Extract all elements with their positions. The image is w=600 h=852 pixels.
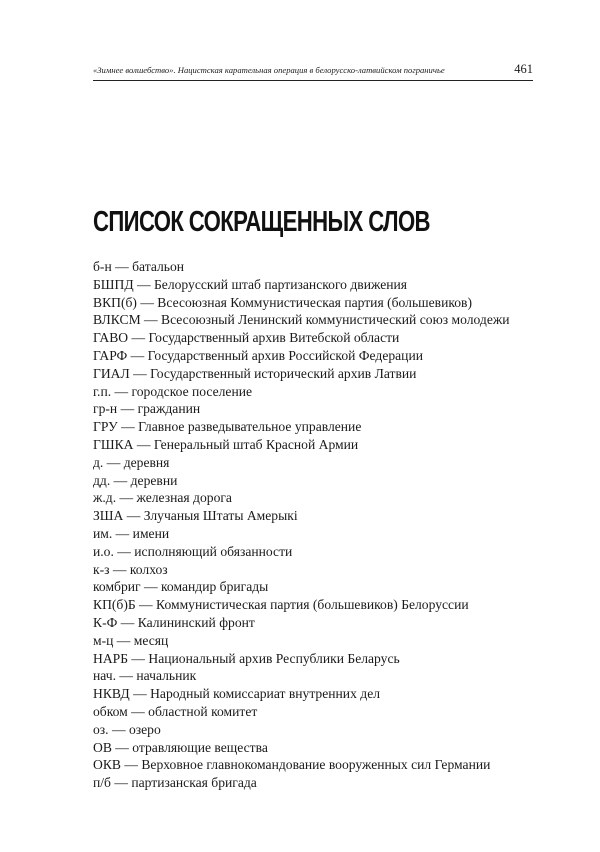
abbreviation-entry: ЗША — Злучаныя Штаты Амерыкі	[93, 508, 298, 524]
abbreviation-entry: ВКП(б) — Всесоюзная Коммунистическая партия (большевиков)	[93, 294, 473, 310]
abbreviation-list	[93, 258, 533, 792]
abbreviation-entry: ВЛКСМ — Всесоюзный Ленинский коммунистический союз молодежи	[93, 312, 510, 328]
abbreviation-entry: им. — имени	[93, 525, 170, 541]
abbreviation-entry: м-ц — месяц	[93, 632, 169, 648]
abbreviation-entry: гр-н — гражданин	[93, 401, 201, 417]
abbreviation-entry: БШПД — Белорусский штаб партизанского движения	[93, 276, 408, 292]
page-number: 461	[514, 62, 533, 76]
abbreviation-entry: НКВД — Народный комиссариат внутренних дел	[93, 686, 381, 702]
abbreviation-entry: оз. — озеро	[93, 721, 161, 737]
abbreviation-entry: дд. — деревни	[93, 472, 178, 488]
abbreviation-entry: ГИАЛ — Государственный исторический архив Латвии	[93, 365, 417, 381]
abbreviation-entry: б-н — батальон	[93, 259, 185, 274]
abbreviation-entry: ГАРФ — Государственный архив Российской Федерации	[93, 347, 424, 363]
abbreviation-entry: к-з — колхоз	[93, 561, 168, 577]
abbreviation-entry: ГРУ — Главное разведывательное управление	[93, 419, 362, 435]
abbreviation-entry: обком — областной комитет	[93, 703, 258, 719]
abbreviation-entry: ОКВ — Верховное главнокомандование вооруженных сил Германии	[93, 757, 491, 773]
abbreviation-entry: ГАВО — Государственный архив Витебской области	[93, 330, 400, 346]
abbreviation-entry: ж.д. — железная дорога	[93, 490, 232, 506]
abbreviation-entry: НАРБ — Национальный архив Республики Беларусь	[93, 650, 400, 666]
running-title: «Зимнее волшебство». Нацистская карательная операция в белорусско-латвийском пограничье	[93, 65, 445, 75]
section-title: СПИСОК СОКРАЩЕННЫХ СЛОВ	[93, 206, 430, 238]
abbreviation-entry: г.п. — городское поселение	[93, 383, 253, 399]
header-rule	[93, 80, 533, 81]
abbreviation-entry: КП(б)Б — Коммунистическая партия (большевиков) Белоруссии	[93, 597, 469, 613]
abbreviation-entry: комбриг — командир бригады	[93, 579, 269, 595]
abbreviation-entry: нач. — начальник	[93, 668, 197, 684]
abbreviation-entry: д. — деревня	[93, 454, 170, 470]
abbreviation-entry: п/б — партизанская бригада	[93, 775, 257, 791]
running-header	[93, 62, 533, 78]
abbreviation-entry: ОВ — отравляющие вещества	[93, 739, 268, 755]
abbreviation-entry: К-Ф — Калининский фронт	[93, 614, 255, 630]
abbreviation-entry: ГШКА — Генеральный штаб Красной Армии	[93, 436, 359, 452]
abbreviation-entry: и.о. — исполняющий обязанности	[93, 543, 293, 559]
